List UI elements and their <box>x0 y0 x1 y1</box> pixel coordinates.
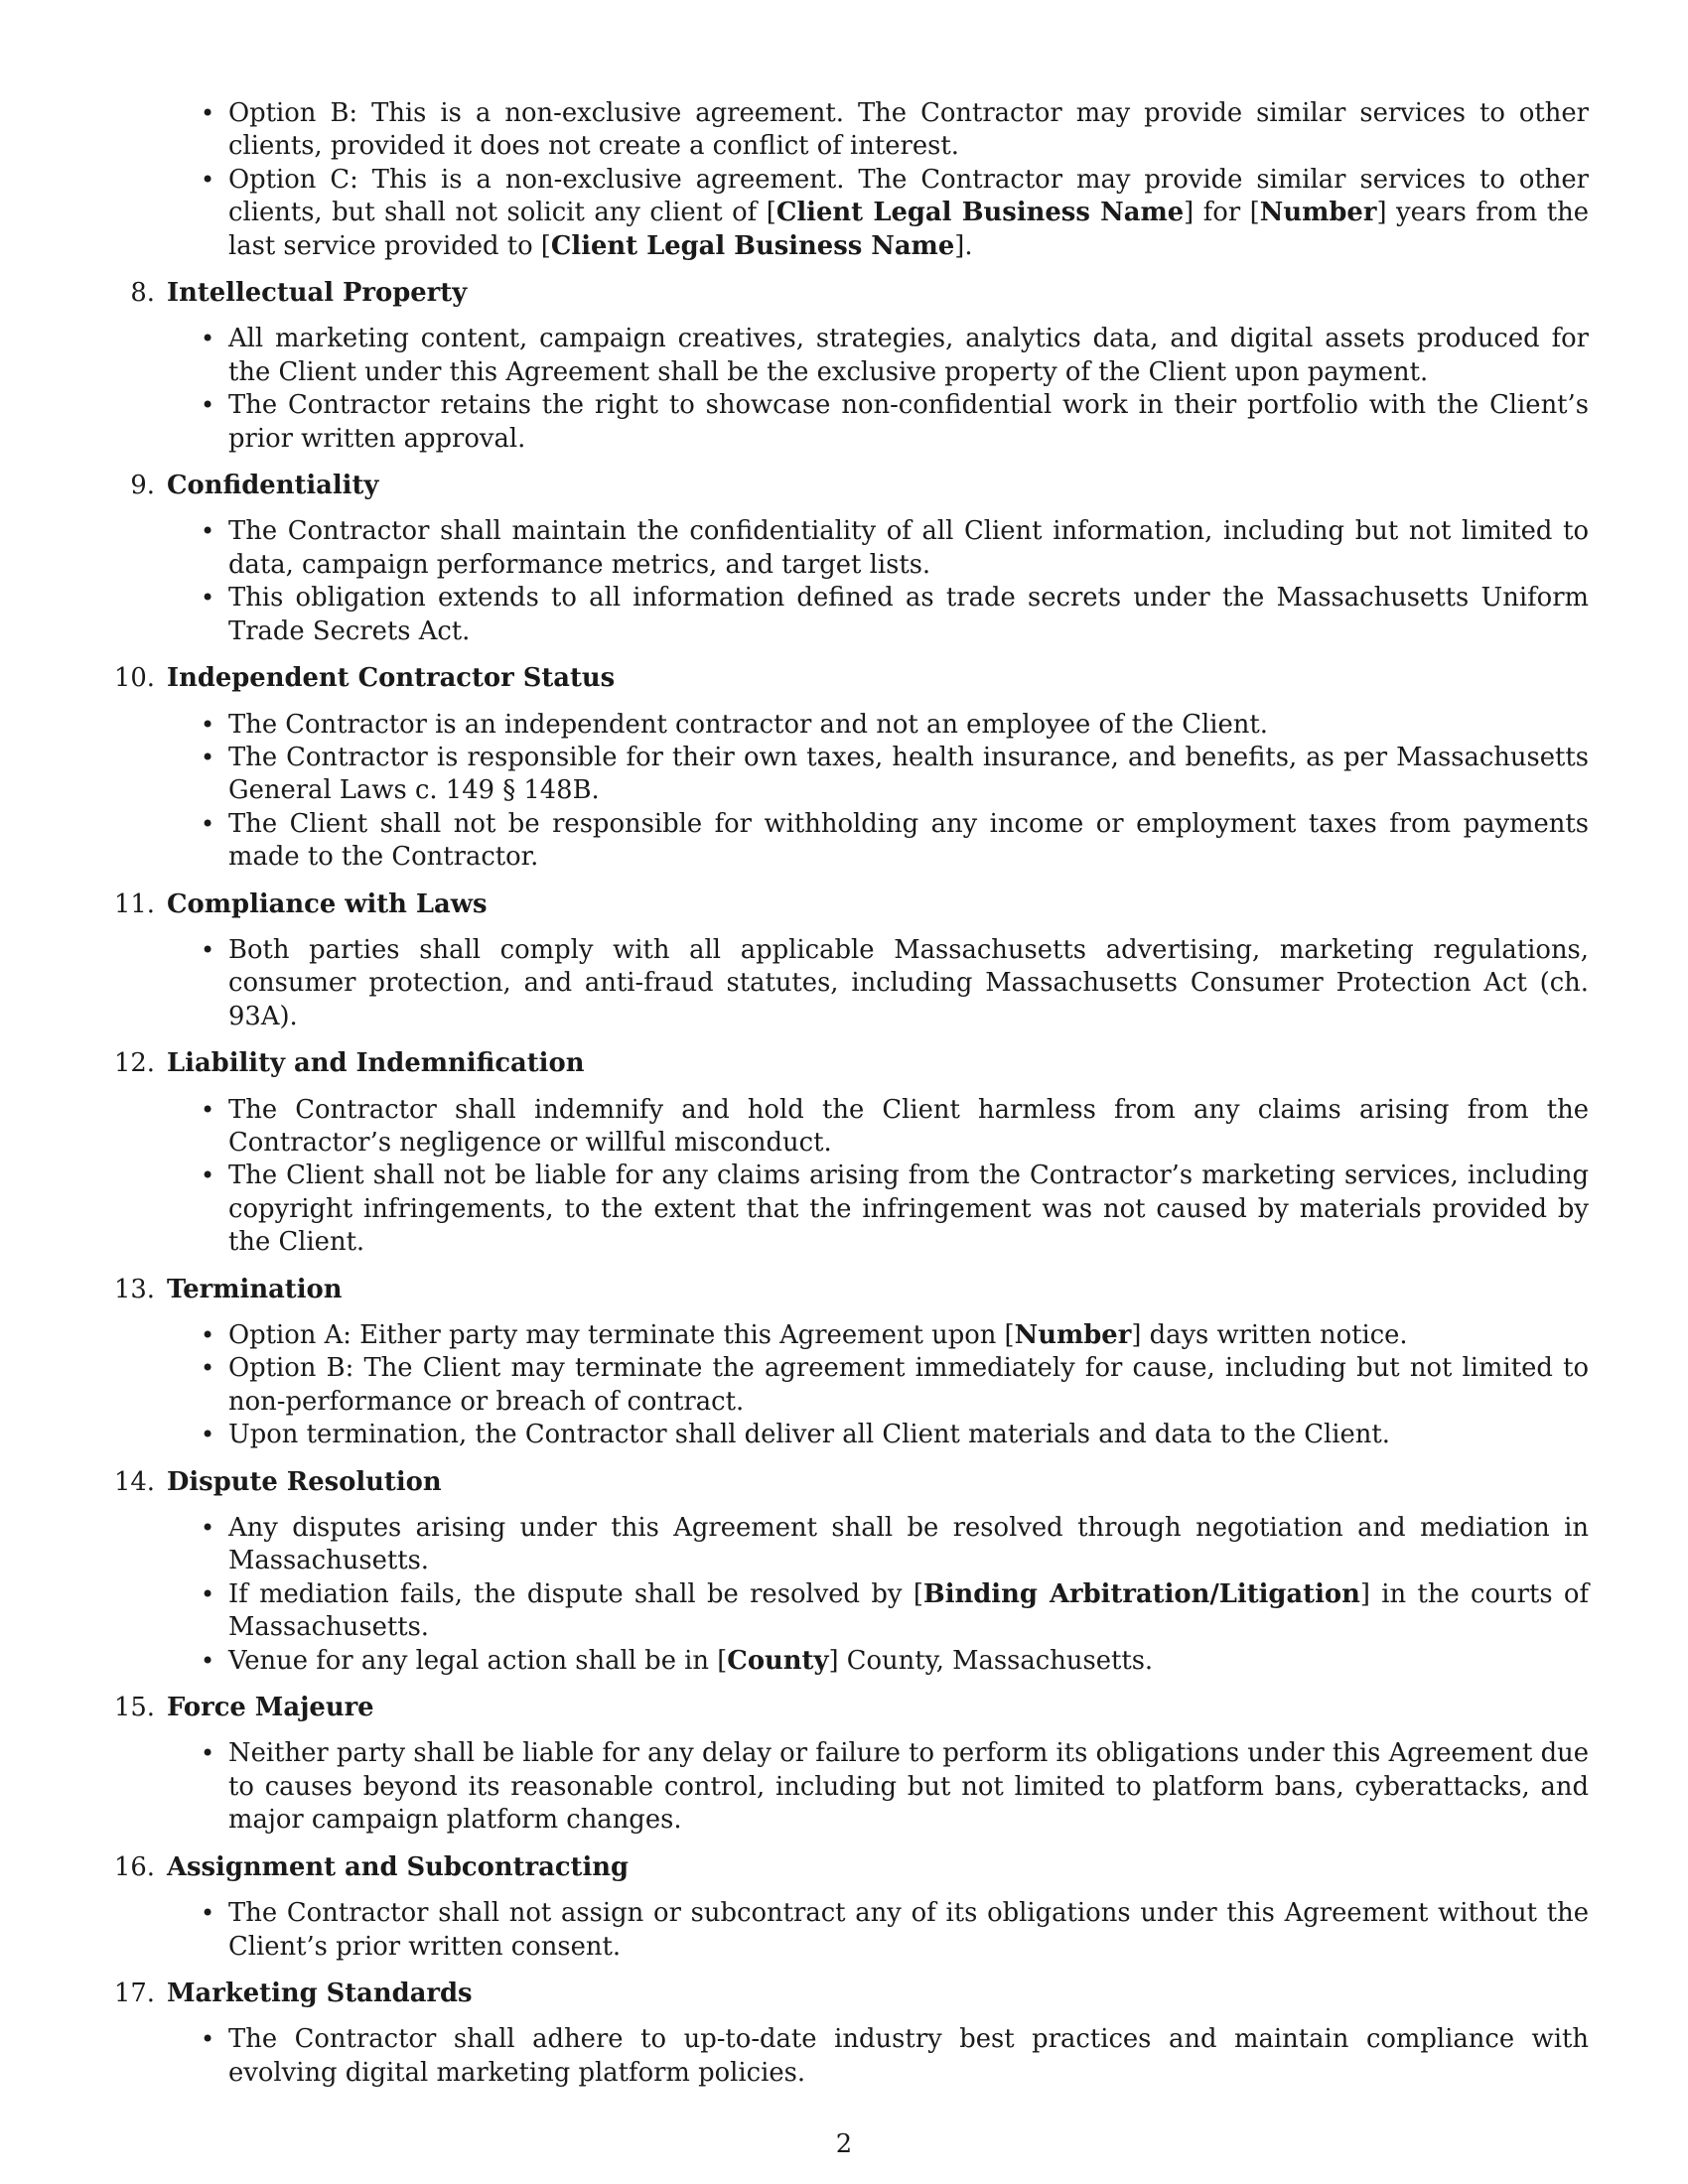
intro-bullet-list <box>167 97 1589 263</box>
bullet-text: ] for [ <box>1184 198 1260 228</box>
section-number: 13. <box>113 1274 155 1304</box>
section-bullet-list <box>167 2023 1589 2090</box>
sections-container <box>113 277 1589 2090</box>
placeholder-field: Client Legal Business Name <box>550 230 955 261</box>
section-title: Compliance with Laws <box>167 888 488 919</box>
bullet-item <box>228 709 1589 742</box>
bullet-text: All marketing content, campaign creatives, strategies, analytics data, and digital assets produced for the Client under this Agreement shall be the exclusive property of the Client upon payment. <box>228 324 1589 387</box>
bullet-item <box>228 1094 1589 1160</box>
section-number: 9. <box>130 471 155 501</box>
section-heading <box>113 1851 1589 1884</box>
bullet-text: The Contractor shall not assign or subcontract any of its obligations under this Agreement without the Client’s prior written consent. <box>228 1898 1589 1962</box>
section-bullet-list <box>167 515 1589 648</box>
bullet-item <box>228 808 1589 875</box>
bullet-text: ] in the courts of Massachusetts. <box>228 1578 1589 1643</box>
section-title: Liability and Indemnification <box>167 1048 585 1079</box>
section <box>113 888 1589 1034</box>
bullet-text: This obligation extends to all information defined as trade secrets under the Massachusetts Uniform Trade Secrets Act. <box>228 583 1589 646</box>
section-number: 14. <box>113 1466 155 1497</box>
section <box>113 1692 1589 1838</box>
section-heading <box>130 277 1589 310</box>
bullet-text: ] days written notice. <box>1131 1320 1408 1350</box>
section-bullet-list <box>167 1737 1589 1837</box>
section-bullet-list <box>167 1319 1589 1452</box>
section-heading <box>113 888 1589 921</box>
bullet-item <box>228 742 1589 808</box>
bullet-text: The Contractor shall maintain the confidentiality of all Client information, including but not limited to data, campaign performance metrics, and target lists. <box>228 516 1589 580</box>
section-heading <box>113 1466 1589 1499</box>
bullet-item <box>228 1319 1589 1352</box>
section-bullet-list <box>167 1094 1589 1260</box>
section-title: Marketing Standards <box>167 1978 473 2008</box>
bullet-text: ] County, Massachusetts. <box>828 1645 1154 1676</box>
bullet-text: The Client shall not be responsible for withholding any income or employment taxes from payments made to the Contractor. <box>228 808 1589 873</box>
section-heading <box>113 1978 1589 2010</box>
bullet-item <box>228 164 1589 263</box>
section <box>113 1978 1589 2090</box>
bullet-text: ]. <box>954 230 973 261</box>
placeholder-field: Client Legal Business Name <box>775 198 1185 228</box>
bullet-item <box>228 1737 1589 1837</box>
bullet-text: ] years from the last service provided to [ <box>228 198 1589 261</box>
bullet-item <box>228 582 1589 648</box>
section <box>130 470 1589 648</box>
section-number: 17. <box>113 1978 155 2008</box>
section-title: Intellectual Property <box>167 278 468 309</box>
bullet-item <box>228 1578 1589 1645</box>
placeholder-field: Number <box>1014 1320 1132 1350</box>
bullet-item <box>228 1645 1589 1678</box>
section-bullet-list <box>167 709 1589 875</box>
bullet-text: The Contractor is responsible for their own taxes, health insurance, and benefits, as per Massachusetts General Laws c. 149 § 148B. <box>228 742 1589 806</box>
bullet-text: The Contractor shall adhere to up-to-date industry best practices and maintain compliance with evolving digital marketing platform policies. <box>228 2024 1589 2088</box>
bullet-text: Option C: This is a non-exclusive agreement. The Contractor may provide similar services to other clients, but shall not solicit any client of [ <box>228 164 1589 228</box>
bullet-item <box>228 389 1589 456</box>
section-number: 16. <box>113 1851 155 1882</box>
placeholder-field: Binding Arbitration/Litigation <box>922 1578 1360 1609</box>
section <box>113 1466 1589 1678</box>
bullet-item <box>228 1160 1589 1259</box>
bullet-text: Both parties shall comply with all applicable Massachusetts advertising, marketing regulations, consumer protection, and anti-fraud statutes, including Massachusetts Consumer Protection Act (ch. 93A). <box>228 934 1589 1031</box>
bullet-item <box>228 1352 1589 1419</box>
bullet-text: Option B: This is a non-exclusive agreement. The Contractor may provide similar services to other clients, provided it does not create a conflict of interest. <box>228 98 1589 162</box>
bullet-text: The Client shall not be liable for any claims arising from the Contractor’s marketing services, including copyright infringements, to the extent that the infringement was not caused by materials provided by the Client. <box>228 1160 1589 1258</box>
section-heading <box>113 1274 1589 1306</box>
bullet-text: Option B: The Client may terminate the agreement immediately for cause, including but not limited to non-performance or breach of contract. <box>228 1353 1589 1417</box>
bullet-text: The Contractor shall indemnify and hold the Client harmless from any claims arising from the Contractor’s negligence or willful misconduct. <box>228 1094 1589 1158</box>
section-title: Dispute Resolution <box>167 1466 442 1497</box>
section-title: Assignment and Subcontracting <box>167 1851 630 1882</box>
section-title: Force Majeure <box>167 1693 374 1723</box>
section <box>113 1851 1589 1964</box>
document-body <box>113 97 1589 2090</box>
bullet-item <box>228 1897 1589 1964</box>
section-number: 12. <box>113 1048 155 1079</box>
section <box>113 1274 1589 1452</box>
section-title: Independent Contractor Status <box>167 663 616 694</box>
placeholder-field: Number <box>1259 198 1377 228</box>
section <box>113 1047 1589 1259</box>
bullet-item <box>228 2023 1589 2090</box>
placeholder-field: County <box>727 1645 829 1676</box>
section-title: Confidentiality <box>167 471 379 501</box>
section-number: 8. <box>130 278 155 309</box>
bullet-text: Any disputes arising under this Agreement shall be resolved through negotiation and mediation in Massachusetts. <box>228 1513 1589 1576</box>
section-title: Termination <box>167 1274 343 1304</box>
page-number: 2 <box>835 2129 853 2159</box>
section-heading <box>113 1692 1589 1724</box>
bullet-item <box>228 1512 1589 1578</box>
bullet-text: Venue for any legal action shall be in [ <box>228 1645 728 1676</box>
section-number: 15. <box>113 1693 155 1723</box>
bullet-text: If mediation fails, the dispute shall be resolved by [ <box>228 1578 923 1609</box>
bullet-text: Option A: Either party may terminate this Agreement upon [ <box>228 1320 1015 1350</box>
bullet-item <box>228 515 1589 582</box>
section-bullet-list <box>167 1897 1589 1964</box>
bullet-text: The Contractor is an independent contractor and not an employee of the Client. <box>228 709 1268 740</box>
bullet-item <box>228 323 1589 389</box>
bullet-text: The Contractor retains the right to showcase non-confidential work in their portfolio with the Client’s prior written approval. <box>228 390 1589 454</box>
bullet-item <box>228 934 1589 1033</box>
bullet-item <box>228 1419 1589 1451</box>
bullet-text: Upon termination, the Contractor shall deliver all Client materials and data to the Client. <box>228 1420 1390 1450</box>
section-bullet-list <box>167 934 1589 1033</box>
bullet-text: Neither party shall be liable for any delay or failure to perform its obligations under this Agreement due to causes beyond its reasonable control, including but not limited to platform bans, cyberattacks, and major campaign platform changes. <box>228 1738 1589 1836</box>
section-number: 11. <box>113 888 155 919</box>
section-heading <box>113 662 1589 695</box>
section-number: 10. <box>113 663 155 694</box>
section-heading <box>130 470 1589 502</box>
section-bullet-list <box>167 1512 1589 1678</box>
section-heading <box>113 1047 1589 1080</box>
section-bullet-list <box>167 323 1589 456</box>
bullet-item <box>228 97 1589 164</box>
section <box>113 662 1589 874</box>
section <box>130 277 1589 456</box>
